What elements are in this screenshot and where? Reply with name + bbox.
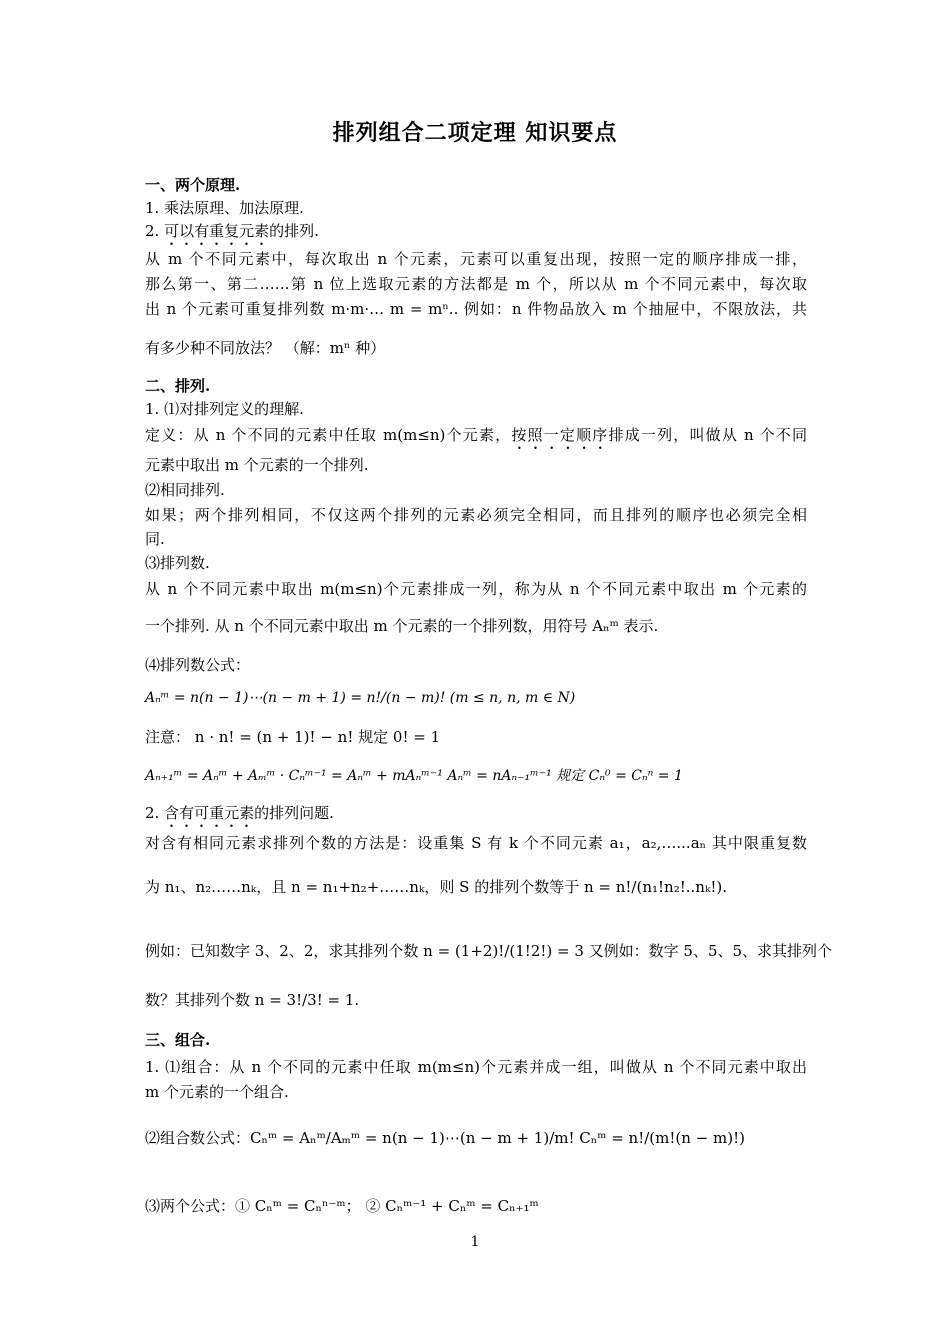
- sec1-paragraph-line-4: 有多少种不同放法？ （解：mⁿ 种）: [145, 339, 386, 357]
- dotted-emphasis: 按照一定顺序: [511, 426, 609, 444]
- section-2-heading: 二、排列.: [145, 377, 211, 395]
- sec2-number-line-1: 从 n 个不同元素中取出 m(m≤n)个元素排成一列，称为从 n 个不同元素中取出 m 个元素的: [145, 580, 807, 598]
- sec1-item-2: 2. 可以有重复元素的排列.: [145, 222, 319, 240]
- page-title: 排列组合二项定理 知识要点: [332, 120, 618, 146]
- permutation-formula: Aₙᵐ = n(n − 1)⋯(n − m + 1) = n!/(n − m)! (m ≤ n, n, m ∈ N): [145, 690, 576, 706]
- dotted-emphasis: 含有可重元素: [164, 804, 255, 822]
- dotted-emphasis: 可以有重复元素: [164, 222, 270, 240]
- sec2-item-4: ⑷排列数公式：: [145, 656, 251, 674]
- sec2-same-line-2: 同.: [145, 530, 165, 548]
- page-number: 1: [470, 1234, 480, 1250]
- sec2-item-2: ⑵相同排列.: [145, 481, 225, 499]
- section-1-heading: 一、两个原理.: [145, 176, 241, 194]
- repeat-line-2: 为 n₁、n₂……nₖ，且 n = n₁+n₂+……nₖ，则 S 的排列个数等于 n = n!/(n₁!n₂!..nₖ!).: [145, 878, 728, 896]
- sec2-item-1: 1. ⑴对排列定义的理解.: [145, 400, 304, 418]
- combination-formula: ⑵组合数公式：Cₙᵐ = Aₙᵐ/Aₘᵐ = n(n − 1)⋯(n − m + 1)/m! Cₙᵐ = n!/(m!(n − m)!): [145, 1129, 745, 1147]
- sec2-item-3: ⑶排列数.: [145, 554, 210, 572]
- sec2-item-5: 2. 含有可重元素的排列问题.: [145, 804, 334, 822]
- sec2-number-line-2: 一个排列. 从 n 个不同元素中取出 m 个元素的一个排列数，用符号 Aₙᵐ 表示.: [145, 617, 659, 635]
- note-line: 注意： n · n! = (n + 1)! − n! 规定 0! = 1: [145, 728, 441, 746]
- two-formulas: ⑶两个公式：① Cₙᵐ = Cₙⁿ⁻ᵐ； ② Cₙᵐ⁻¹ + Cₙᵐ = Cₙ₊₁ᵐ: [145, 1197, 539, 1215]
- sec2-definition-line-2: 元素中取出 m 个元素的一个排列.: [145, 456, 369, 474]
- sec2-same-line-1: 如果；两个排列相同，不仅这两个排列的元素必须完全相同，而且排列的顺序也必须完全相: [145, 506, 807, 524]
- combination-line-1: 1. ⑴组合：从 n 个不同的元素中任取 m(m≤n)个元素并成一组，叫做从 n 个不同元素中取出: [145, 1058, 807, 1076]
- permutation-identities: Aₙ₊₁ᵐ = Aₙᵐ + Aₘᵐ · Cₙᵐ⁻¹ = Aₙᵐ + mAₙᵐ⁻¹ Aₙᵐ = nAₙ₋₁ᵐ⁻¹ 规定 Cₙ⁰ = Cₙⁿ = 1: [145, 768, 683, 784]
- sec1-paragraph-line-3: 出 n 个元素可重复排列数 m·m·… m = mⁿ.. 例如：n 件物品放入 m 个抽屉中，不限放法，共: [145, 300, 807, 318]
- sec1-paragraph-line-1: 从 m 个不同元素中，每次取出 n 个元素，元素可以重复出现，按照一定的顺序排成一排，: [145, 250, 807, 268]
- repeat-line-1: 对含有相同元素求排列个数的方法是：设重集 S 有 k 个不同元素 a₁，a₂,…...aₙ 其中限重复数: [145, 834, 807, 852]
- sec2-definition-line-1: 定义：从 n 个不同的元素中任取 m(m≤n)个元素，按照一定顺序排成一列，叫做从 n 个不同: [145, 426, 807, 444]
- sec1-paragraph-line-2: 那么第一、第二……第 n 位上选取元素的方法都是 m 个，所以从 m 个不同元素中，每次取: [145, 275, 807, 293]
- section-3-heading: 三、组合.: [145, 1031, 211, 1049]
- example-line-1: 例如：已知数字 3、2、2，求其排列个数 n = (1+2)!/(1!2!) = 3 又例如：数字 5、5、5、求其排列个: [145, 942, 833, 960]
- combination-line-2: m 个元素的一个组合.: [145, 1083, 289, 1101]
- example-line-2: 数？其排列个数 n = 3!/3! = 1.: [145, 991, 360, 1009]
- sec1-item-1: 1. 乘法原理、加法原理.: [145, 199, 304, 217]
